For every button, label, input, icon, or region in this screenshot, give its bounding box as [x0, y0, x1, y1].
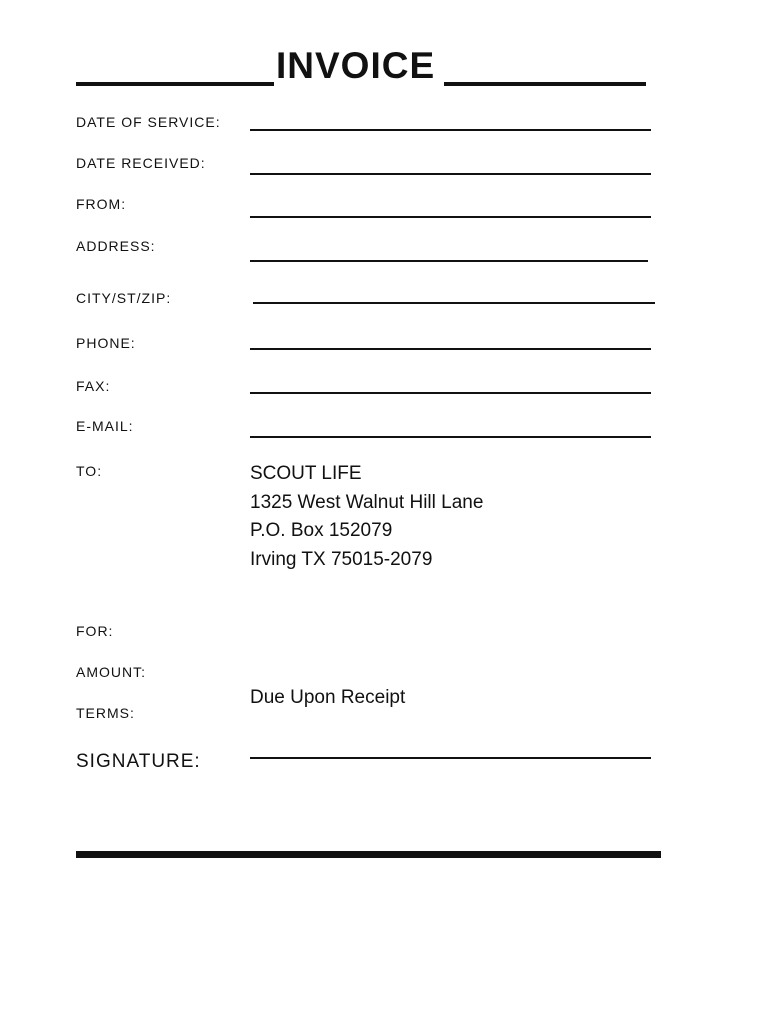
- email-label: E-MAIL:: [76, 418, 134, 434]
- date-received-line[interactable]: [250, 173, 651, 175]
- to-label: TO:: [76, 463, 103, 479]
- date-of-service-line[interactable]: [250, 129, 651, 131]
- to-address-line-3: P.O. Box 152079: [250, 520, 393, 541]
- to-address-line-1: SCOUT LIFE: [250, 463, 362, 484]
- from-label: FROM:: [76, 196, 127, 212]
- amount-label: AMOUNT:: [76, 664, 146, 680]
- date-received-label: DATE RECEIVED:: [76, 155, 206, 171]
- bottom-rule: [76, 851, 661, 858]
- from-line[interactable]: [250, 216, 651, 218]
- fax-line[interactable]: [250, 392, 651, 394]
- city-st-zip-label: CITY/ST/ZIP:: [76, 290, 172, 306]
- phone-label: PHONE:: [76, 335, 136, 351]
- phone-line[interactable]: [250, 348, 651, 350]
- title-underline-right: [444, 82, 646, 86]
- terms-label: TERMS:: [76, 705, 135, 721]
- invoice-title: [76, 44, 646, 94]
- terms-value: Due Upon Receipt: [250, 687, 406, 708]
- to-address-line-4: Irving TX 75015-2079: [250, 548, 433, 570]
- address-line[interactable]: [250, 260, 648, 262]
- city-st-zip-line[interactable]: [253, 302, 655, 304]
- for-label: FOR:: [76, 623, 114, 639]
- to-address-line-2: 1325 West Walnut Hill Lane: [250, 491, 484, 513]
- address-label: ADDRESS:: [76, 238, 156, 254]
- email-line[interactable]: [250, 436, 651, 438]
- signature-line[interactable]: [250, 757, 651, 759]
- date-of-service-label: DATE OF SERVICE:: [76, 114, 221, 130]
- to-address-block: [250, 460, 483, 574]
- fax-label: FAX:: [76, 378, 111, 394]
- title-underline-left: [76, 82, 274, 86]
- page-title: INVOICE: [276, 45, 436, 86]
- signature-label: SIGNATURE:: [76, 751, 201, 772]
